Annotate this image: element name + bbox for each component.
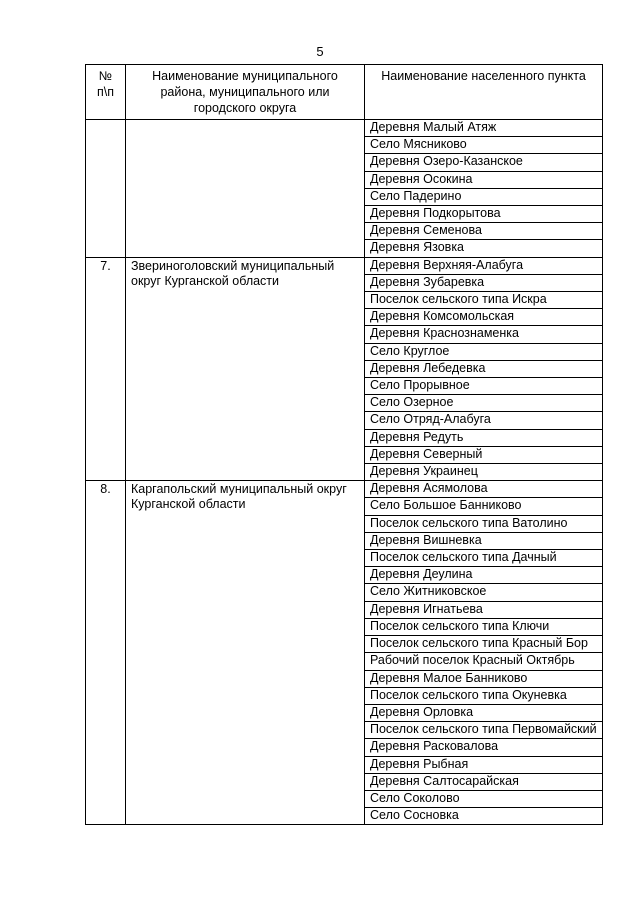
header-number: № п\п [86, 65, 126, 120]
settlement-name: Село Житниковское [365, 584, 603, 601]
settlement-name: Деревня Лебедевка [365, 360, 603, 377]
settlement-name: Поселок сельского типа Ключи [365, 618, 603, 635]
settlement-name: Поселок сельского типа Первомайский [365, 722, 603, 739]
header-municipality: Наименование муниципального района, муниципального или городского округа [126, 65, 365, 120]
settlement-name: Деревня Краснознаменка [365, 326, 603, 343]
settlement-name: Деревня Украинец [365, 464, 603, 481]
header-settlement: Наименование населенного пункта [365, 65, 603, 120]
settlement-name: Поселок сельского типа Окуневка [365, 687, 603, 704]
settlement-name: Деревня Деулина [365, 567, 603, 584]
settlement-name: Деревня Осокина [365, 171, 603, 188]
settlement-name: Деревня Верхняя-Алабуга [365, 257, 603, 274]
settlement-name: Деревня Семенова [365, 223, 603, 240]
settlement-name: Село Озерное [365, 395, 603, 412]
settlement-name: Деревня Малый Атяж [365, 120, 603, 137]
settlement-name: Поселок сельского типа Ватолино [365, 515, 603, 532]
settlements-table [85, 64, 603, 825]
settlement-name: Деревня Рыбная [365, 756, 603, 773]
municipality-name: Каргапольский муниципальный округ Курганской области [126, 481, 365, 825]
settlement-name: Деревня Северный [365, 446, 603, 463]
settlement-name: Поселок сельского типа Красный Бор [365, 636, 603, 653]
table-header-row [86, 65, 603, 120]
settlement-name: Поселок сельского типа Искра [365, 292, 603, 309]
table-body [86, 120, 603, 825]
settlement-name: Поселок сельского типа Дачный [365, 550, 603, 567]
settlement-name: Село Прорывное [365, 378, 603, 395]
settlement-name: Рабочий поселок Красный Октябрь [365, 653, 603, 670]
table-row [86, 481, 603, 498]
settlement-name: Деревня Расковалова [365, 739, 603, 756]
settlement-name: Деревня Орловка [365, 704, 603, 721]
municipality-name [126, 120, 365, 258]
settlement-name: Деревня Игнатьева [365, 601, 603, 618]
settlement-name: Деревня Редуть [365, 429, 603, 446]
row-number: 7. [86, 257, 126, 481]
table-row [86, 257, 603, 274]
page-number: 5 [316, 44, 324, 59]
settlement-name: Село Мясниково [365, 137, 603, 154]
settlement-name: Село Соколово [365, 790, 603, 807]
settlement-name: Деревня Зубаревка [365, 274, 603, 291]
row-number: 8. [86, 481, 126, 825]
settlement-name: Деревня Малое Банниково [365, 670, 603, 687]
settlement-name: Деревня Асямолова [365, 481, 603, 498]
settlement-name: Село Большое Банниково [365, 498, 603, 515]
settlement-name: Деревня Язовка [365, 240, 603, 257]
municipality-name: Звериноголовский муниципальный округ Курганской области [126, 257, 365, 481]
settlement-name: Село Падерино [365, 188, 603, 205]
table-row [86, 120, 603, 137]
row-number [86, 120, 126, 258]
settlement-name: Село Сосновка [365, 808, 603, 825]
settlement-name: Деревня Салтосарайская [365, 773, 603, 790]
settlement-name: Село Круглое [365, 343, 603, 360]
settlement-name: Деревня Вишневка [365, 532, 603, 549]
settlement-name: Село Отряд-Алабуга [365, 412, 603, 429]
settlement-name: Деревня Подкорытова [365, 206, 603, 223]
settlement-name: Деревня Комсомольская [365, 309, 603, 326]
settlement-name: Деревня Озеро-Казанское [365, 154, 603, 171]
